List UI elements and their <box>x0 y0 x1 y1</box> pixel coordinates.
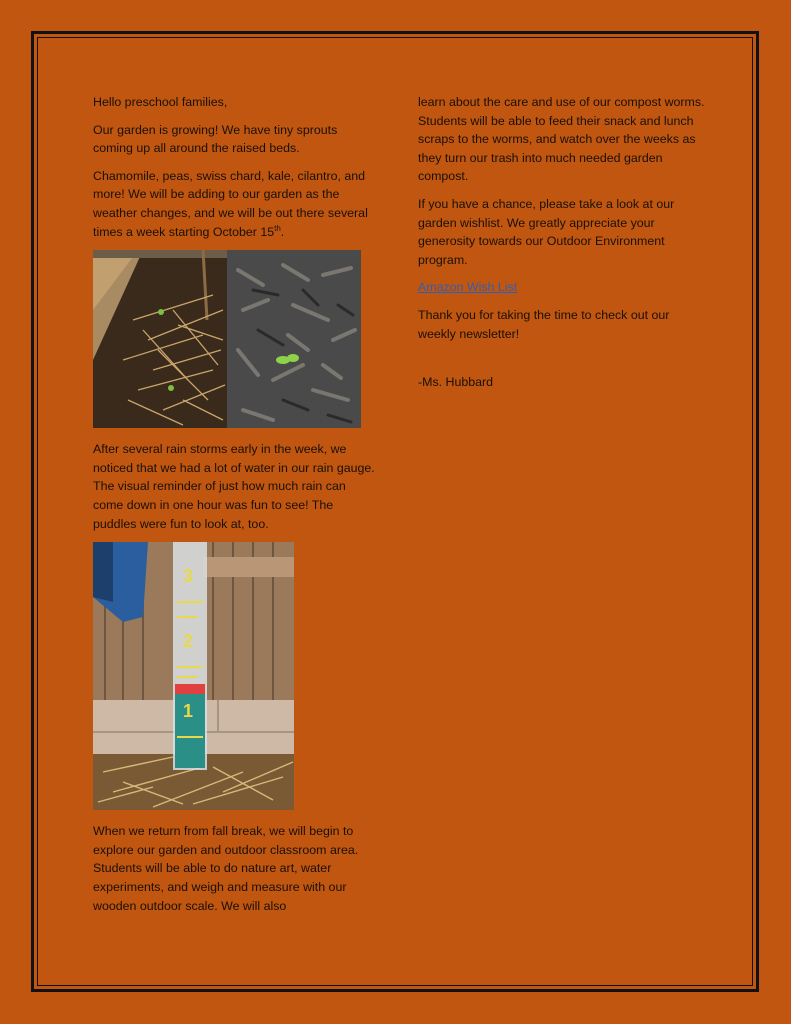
left-column <box>93 93 378 924</box>
gauge-label-1: 1 <box>183 701 194 722</box>
gauge-label-2: 2 <box>183 631 194 652</box>
paragraph-fall-break: When we return from fall break, we will begin to explore our garden and outdoor classroom area. Students will be able to do nature art, water experiments, and weigh and measure with our wooden outdoor scale. We will also <box>93 824 359 913</box>
water-line-marker <box>175 684 205 694</box>
ordinal-suffix: th <box>274 223 281 233</box>
paragraph-plants-text: Chamomile, peas, swiss chard, kale, cilantro, and more! We will be adding to our garden as the weather changes, and we will be out there several times a week starting October 15 <box>93 168 368 239</box>
paragraph-compost: learn about the care and use of our compost worms. Students will be able to feed their snack and lunch scraps to the worms, and watch over the weeks as they turn our trash into much needed garden compost. <box>418 95 705 184</box>
gauge-label-3: 3 <box>183 566 194 587</box>
signature: -Ms. Hubbard <box>418 375 494 390</box>
paragraph-wishlist: If you have a chance, please take a look at our garden wishlist. We greatly appreciate your generosity towards our Outdoor Environment program. <box>418 196 675 267</box>
fence-rail <box>203 557 294 577</box>
paragraph-plants-end: . <box>280 224 285 239</box>
paragraph-plants <box>93 167 378 241</box>
paragraph-sprouts: Our garden is growing! We have tiny sprouts coming up all around the raised beds. <box>93 122 338 156</box>
greeting: Hello preschool families, <box>93 95 228 109</box>
photo-top-shade <box>93 250 227 258</box>
sprout <box>168 385 174 391</box>
garden-bed-photo <box>93 250 361 428</box>
paragraph-thanks: Thank you for taking the time to check out our weekly newsletter! <box>418 307 670 341</box>
amazon-wish-list-link[interactable]: Amazon Wish List <box>418 280 518 295</box>
seedling <box>287 354 299 362</box>
sprout <box>158 309 164 315</box>
wishlist-link-wrapper <box>418 278 708 297</box>
blue-object-shade <box>93 542 113 602</box>
right-column <box>418 93 708 401</box>
paragraph-rain: After several rain storms early in the week, we noticed that we had a lot of water in our rain gauge. The visual reminder of just how much rain can come down in one hour was fun to see! The puddles were fun to look at, too. <box>93 442 375 531</box>
rain-gauge-photo <box>93 542 294 810</box>
